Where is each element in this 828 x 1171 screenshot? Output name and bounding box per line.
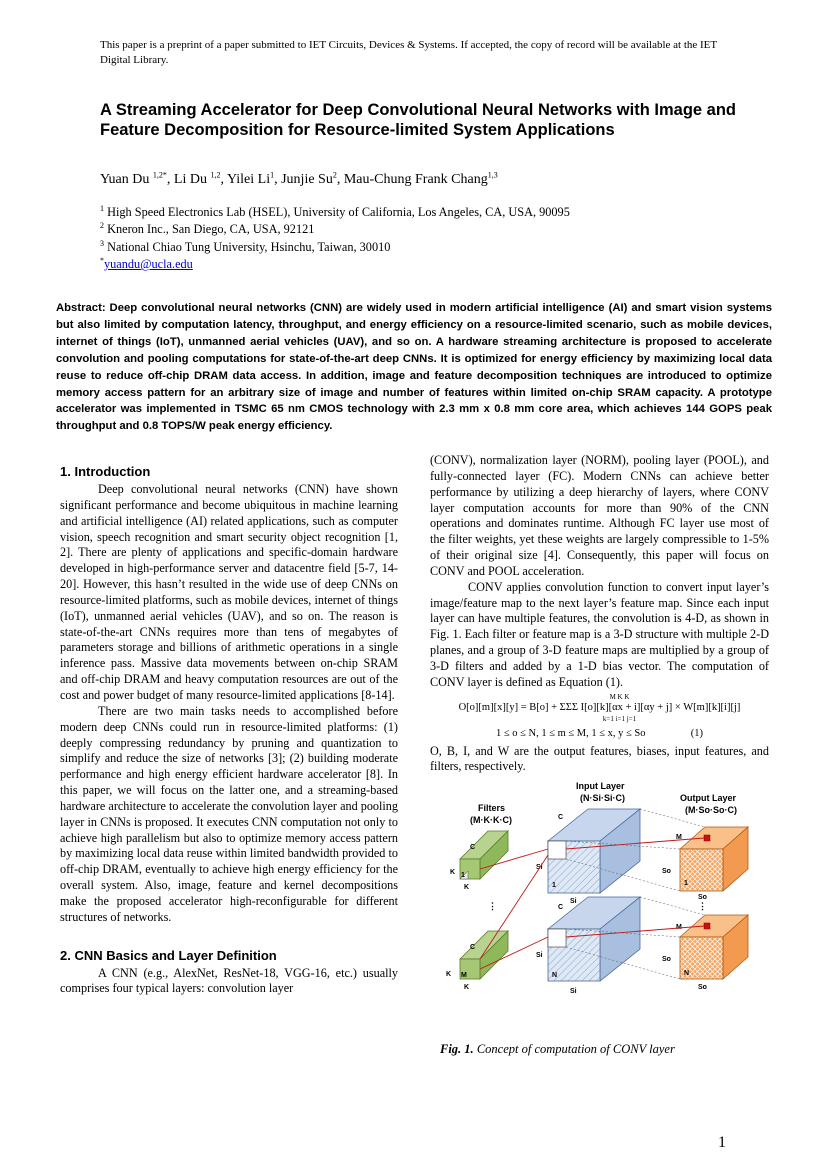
paragraph: (CONV), normalization layer (NORM), pooling layer (POOL), and fully-connected layer (FC). Modern CNNs can achieve better performance by utilizing a deep hierarchy of layers, where CONV layer computation accounts for more than 90% of the CNN operations and dominates runtime. Although FC layer use most of the filter weights, yet these weights are largely compressible to 1-5% of their original size [4]. Consequently, this paper will focus on CONV and POOL acceleration. bbox=[430, 453, 769, 578]
filter-k-symbol: K bbox=[446, 971, 452, 979]
input-layer-label: Input Layer bbox=[576, 781, 625, 792]
figure-1 bbox=[430, 779, 769, 1004]
filter-c-symbol: C bbox=[470, 844, 476, 852]
input-index-symbol: 1 bbox=[552, 882, 556, 890]
filter-index-symbol: 1 bbox=[461, 872, 465, 880]
author-affil-sup: 1,2* bbox=[152, 170, 167, 180]
output-ellipsis: ⋮ bbox=[698, 901, 707, 912]
left-column bbox=[60, 462, 398, 997]
section-heading-introduction: 1. Introduction bbox=[60, 464, 151, 479]
abstract: Abstract: Deep convolutional neural networks (CNN) are widely used in modern artificial intelligence (AI) and smart vision systems but also limited by computation latency, throughput, and energy efficiency on a resource-limited scenario, such as mobile devices, internet of things (IoT), unmanned aerial vehicles (UAV), and so on. A hardware streaming architecture is proposed to accelerate convolution and pooling computations for state-of-the-art deep CNNs. It is optimized for energy efficiency by maximizing local data reuse to reduce off-chip DRAM data access. In addition, image and feature decomposition techniques are introduced to optimize memory access pattern for an arbitrary size of image and number of features within limited on-chip SRAM capacity. A prototype accelerator was implemented in TSMC 65 nm CMOS technology with 2.3 mm x 0.8 mm core area, which achieves 144 GOPS peak throughput and 0.8 TOPS/W peak energy efficiency. bbox=[56, 302, 772, 433]
filter-m-symbol: M bbox=[461, 972, 467, 980]
author-affil-sup: 1,2 bbox=[210, 170, 221, 180]
section-heading-cnn-basics: 2. CNN Basics and Layer Definition bbox=[60, 947, 277, 963]
author-list: Yuan Du $^{1,2*}$, Li Du $^{1,2}$, Yilei Li$^1$, Junjie Su$^2$, Mau-Chung Frank Chang$^{1,3}$ bbox=[100, 170, 498, 187]
input-layer-dims: (N·Si·Si·C) bbox=[580, 793, 625, 804]
paper-title: A Streaming Accelerator for Deep Convolutional Neural Networks with Image and Feature Decomposition for Resource-limited System Applications bbox=[100, 101, 736, 139]
filters-label: Filters bbox=[478, 803, 506, 814]
output-n-symbol: N bbox=[684, 970, 690, 978]
author-affil-sup: 2 bbox=[332, 170, 337, 180]
author-name: Mau-Chung Frank Chang bbox=[343, 172, 488, 187]
output-so-symbol: So bbox=[662, 956, 671, 964]
affiliation-list bbox=[100, 204, 760, 274]
paragraph: Deep convolutional neural networks (CNN) have shown significant performance and become ubiquitous in machine learning and artificial intelligence (AI) related applications, such as computer vision, speech recognition and smart security object recognition [1, 2]. There are plenty of applications and specific-domain hardware developed in high-performance server and datacentre field [5-7, 14-20]. However, this hasn’t resulted in the wide use of deep CNNs on resource-limited platforms, such as mobile devices, internet of things (IoT), unmanned aerial vehicles (UAV), and so on. The reason is state-of-the-art CNNs requires more than tens of megabytes of parameters storage and billions of arithmetic operations in a single inference pass. Massive data movements between on-chip SRAM and off-chip DRAM and heavy computation resources are out of the cost and power budget of many resource-limited applications [8-14]. bbox=[60, 482, 398, 702]
filter-k-symbol: K bbox=[464, 884, 470, 892]
output-m-symbol: M bbox=[676, 834, 682, 842]
preprint-note: This paper is a preprint of a paper submitted to IET Circuits, Devices & Systems. If accepted, the copy of record will be available at the IET Digital Library. bbox=[100, 39, 717, 66]
paragraph: CONV applies convolution function to convert input layer’s image/feature map to the next layer’s feature map. Since each input layer can have multiple features, the convolution is 4-D, as shown in Fig. 1. Each filter or feature map is a 3-D structure with multiple 2-D planes, and a group of 3-D feature maps are multiplied by a group of 3-D filters and added by a 1-D bias vector. The computation of CONV layer is defined as Equation (1). bbox=[430, 579, 769, 689]
corresponding-email: *yuandu@ucla.edu bbox=[100, 256, 193, 272]
output-layer-dims: (M·So·So·C) bbox=[685, 805, 737, 816]
input-si-symbol: Si bbox=[536, 952, 543, 960]
input-si-symbol: Si bbox=[570, 898, 577, 906]
input-si-symbol: Si bbox=[570, 988, 577, 996]
equation-conditions: 1 ≤ o ≤ N, 1 ≤ m ≤ M, 1 ≤ x, y ≤ So (1) bbox=[495, 727, 703, 739]
author-name: Li Du bbox=[173, 172, 207, 187]
input-si-symbol: Si bbox=[536, 864, 543, 872]
paragraph: A CNN (e.g., AlexNet, ResNet-18, VGG-16, etc.) usually comprises four typical layers: convolution layer bbox=[60, 965, 398, 996]
paragraph: There are two main tasks needs to accomplished before modern deep CNNs could run in resource-limited platforms: (1) deeply compressing redundancy by pruning and quantization to simplify and reduce the size of networks [3]; (2) building moderate performance and high energy efficient hardware accelerator [8]. In this paper, we will focus on the latter one, and a streaming-based hardware architecture to accelerate the convolution layer and pooling layer in CNNs is proposed. It executes CNN computation not only to achieve high parallelism but also to optimize memory access pattern by maximizing local data reuse within limited bandwidth provided to off-chip DRAM, eventually to achieve high energy efficiency for the overall system. Also, image, feature and kernel decompositions make the proposed accelerator high-reconfigurable for different structures of networks. bbox=[60, 703, 398, 924]
page-number: 1 bbox=[718, 1134, 726, 1151]
input-c-symbol: C bbox=[558, 904, 564, 912]
conv-layer-diagram bbox=[430, 779, 769, 1004]
figure-caption-label: Fig. 1. bbox=[440, 1042, 474, 1056]
author-affil-sup: 1 bbox=[270, 170, 275, 180]
affiliation: $^2$ Kneron Inc., San Diego, CA, USA, 92121 bbox=[100, 221, 315, 237]
output-cube-bottom bbox=[680, 915, 748, 979]
filter-block-top bbox=[460, 831, 508, 879]
equation-number: (1) bbox=[690, 727, 703, 739]
equation-sum-upper-limits: M K K bbox=[609, 692, 630, 701]
output-index-symbol: 1 bbox=[684, 880, 688, 888]
output-layer-label: Output Layer bbox=[680, 793, 737, 804]
author-name: Yuan Du bbox=[100, 172, 150, 187]
input-c-symbol: C bbox=[558, 814, 564, 822]
equation-1 bbox=[430, 693, 769, 723]
filter-c-symbol: C bbox=[470, 944, 476, 952]
filter-k-symbol: K bbox=[450, 869, 456, 877]
equation-main: O[o][m][x][y] = B[o] + ΣΣΣ I[o][k][αx + i][αy + j] × W[m][k][i][j] bbox=[458, 701, 741, 713]
figure-1-caption bbox=[440, 1042, 740, 1057]
input-n-symbol: N bbox=[552, 972, 558, 980]
filters-dims: (M·K·K·C) bbox=[470, 815, 512, 826]
author-affil-sup: 1,3 bbox=[487, 170, 498, 180]
affiliation: $^3$ National Chiao Tung University, Hsinchu, Taiwan, 30010 bbox=[100, 238, 391, 254]
filter-k-symbol: K bbox=[464, 984, 470, 992]
email-link[interactable]: yuandu@ucla.edu bbox=[104, 257, 193, 272]
output-so-symbol: So bbox=[698, 894, 707, 902]
affiliation: $^1$ High Speed Electronics Lab (HSEL), University of California, Los Angeles, CA, USA, 90095 bbox=[100, 203, 570, 219]
output-so-symbol: So bbox=[698, 984, 707, 992]
filter-ellipsis: ⋮ bbox=[488, 901, 497, 912]
paragraph: O, B, I, and W are the output features, biases, input features, and filters, respectively. bbox=[430, 743, 769, 774]
output-so-symbol: So bbox=[662, 868, 671, 876]
right-column bbox=[430, 453, 769, 1004]
output-cube-top bbox=[680, 827, 748, 891]
equation-sum-lower-limits: k=1 i=1 j=1 bbox=[602, 714, 637, 723]
author-name: Junjie Su bbox=[281, 172, 333, 187]
author-name: Yilei Li bbox=[226, 172, 271, 187]
filter-block-bottom bbox=[460, 931, 508, 979]
figure-caption-text: Concept of computation of CONV layer bbox=[476, 1042, 675, 1056]
output-m-symbol: M bbox=[676, 924, 682, 932]
input-cube-top bbox=[548, 809, 640, 893]
